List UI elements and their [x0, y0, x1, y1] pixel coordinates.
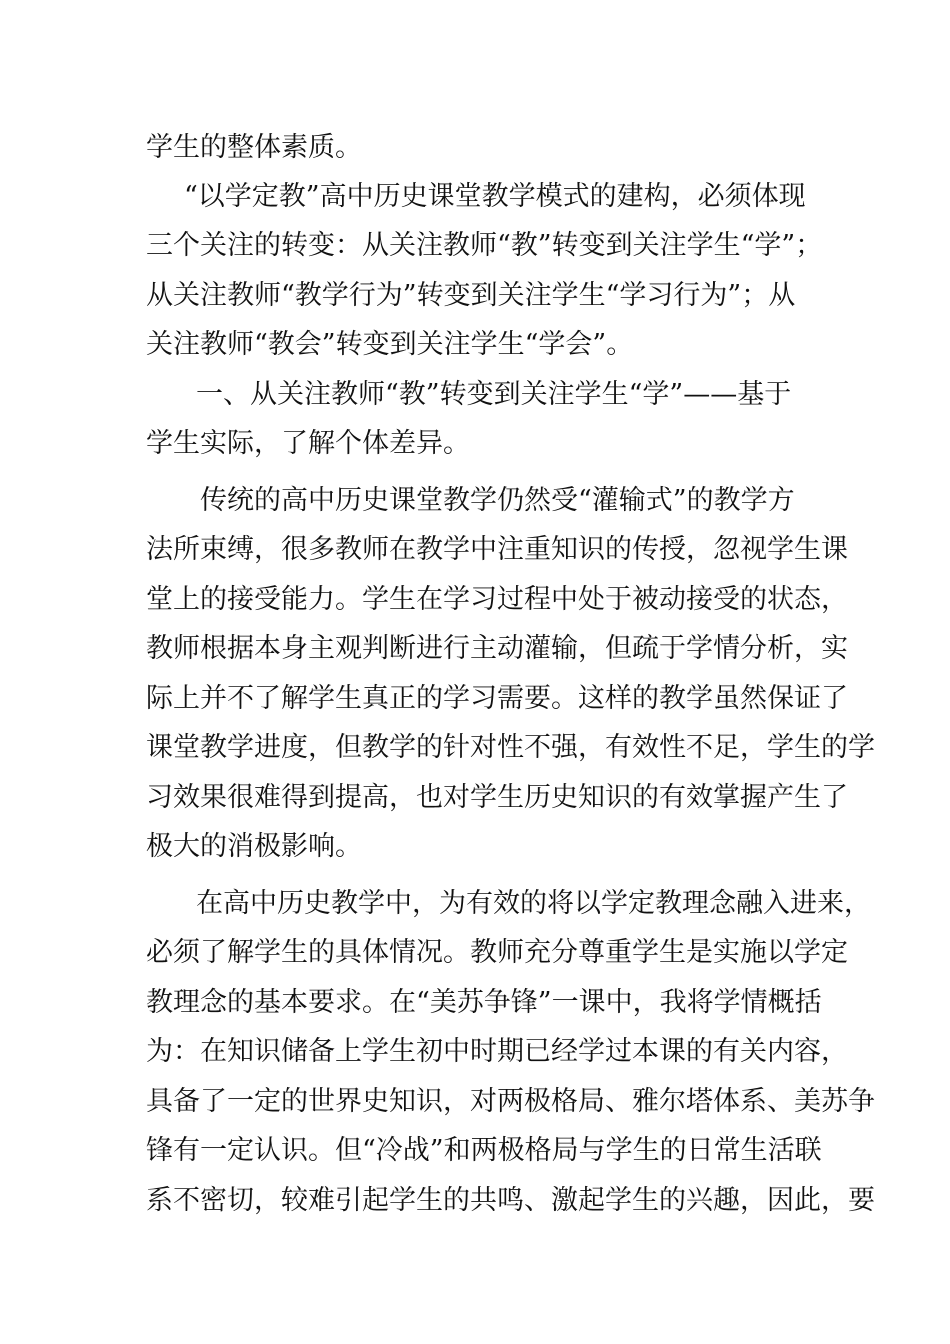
text-line: 学生的整体素质。 — [146, 132, 362, 163]
text-line: 具备了一定的世界史知识，对两极格局、雅尔塔体系、美苏争 — [146, 1086, 875, 1117]
text-line: 锋有一定认识。但“冷战”和两极格局与学生的日常生活联 — [146, 1135, 822, 1166]
text-line: “以学定教”高中历史课堂教学模式的建构，必须体现 — [184, 181, 806, 212]
text-line: 从关注教师“教学行为”转变到关注学生“学习行为”；从 — [146, 280, 796, 311]
text-line: 教理念的基本要求。在“美苏争锋”一课中，我将学情概括 — [146, 987, 822, 1018]
text-line: 必须了解学生的具体情况。教师充分尊重学生是实施以学定 — [146, 937, 848, 968]
section-heading: 一、从关注教师“教”转变到关注学生“学”——基于 — [196, 379, 792, 410]
text-line: 际上并不了解学生真正的学习需要。这样的教学虽然保证了 — [146, 683, 848, 714]
text-line: 在高中历史教学中，为有效的将以学定教理念融入进来， — [196, 888, 871, 919]
text-line: 课堂教学进度，但教学的针对性不强，有效性不足，学生的学 — [146, 732, 875, 763]
text-line: 关注教师“教会”转变到关注学生“学会”。 — [146, 329, 634, 360]
text-line: 堂上的接受能力。学生在学习过程中处于被动接受的状态， — [146, 584, 848, 615]
text-line: 极大的消极影响。 — [146, 831, 362, 862]
text-line: 为：在知识储备上学生初中时期已经学过本课的有关内容， — [146, 1036, 848, 1067]
text-line: 传统的高中历史课堂教学仍然受“灌输式”的教学方 — [200, 485, 795, 516]
text-line: 教师根据本身主观判断进行主动灌输，但疏于学情分析，实 — [146, 633, 848, 664]
section-heading: 学生实际，了解个体差异。 — [146, 428, 470, 459]
text-line: 三个关注的转变：从关注教师“教”转变到关注学生“学”； — [146, 230, 823, 261]
text-line: 法所束缚，很多教师在教学中注重知识的传授，忽视学生课 — [146, 534, 848, 565]
text-line: 习效果很难得到提高，也对学生历史知识的有效掌握产生了 — [146, 782, 848, 813]
text-line: 系不密切，较难引起学生的共鸣、激起学生的兴趣，因此，要 — [146, 1185, 875, 1216]
